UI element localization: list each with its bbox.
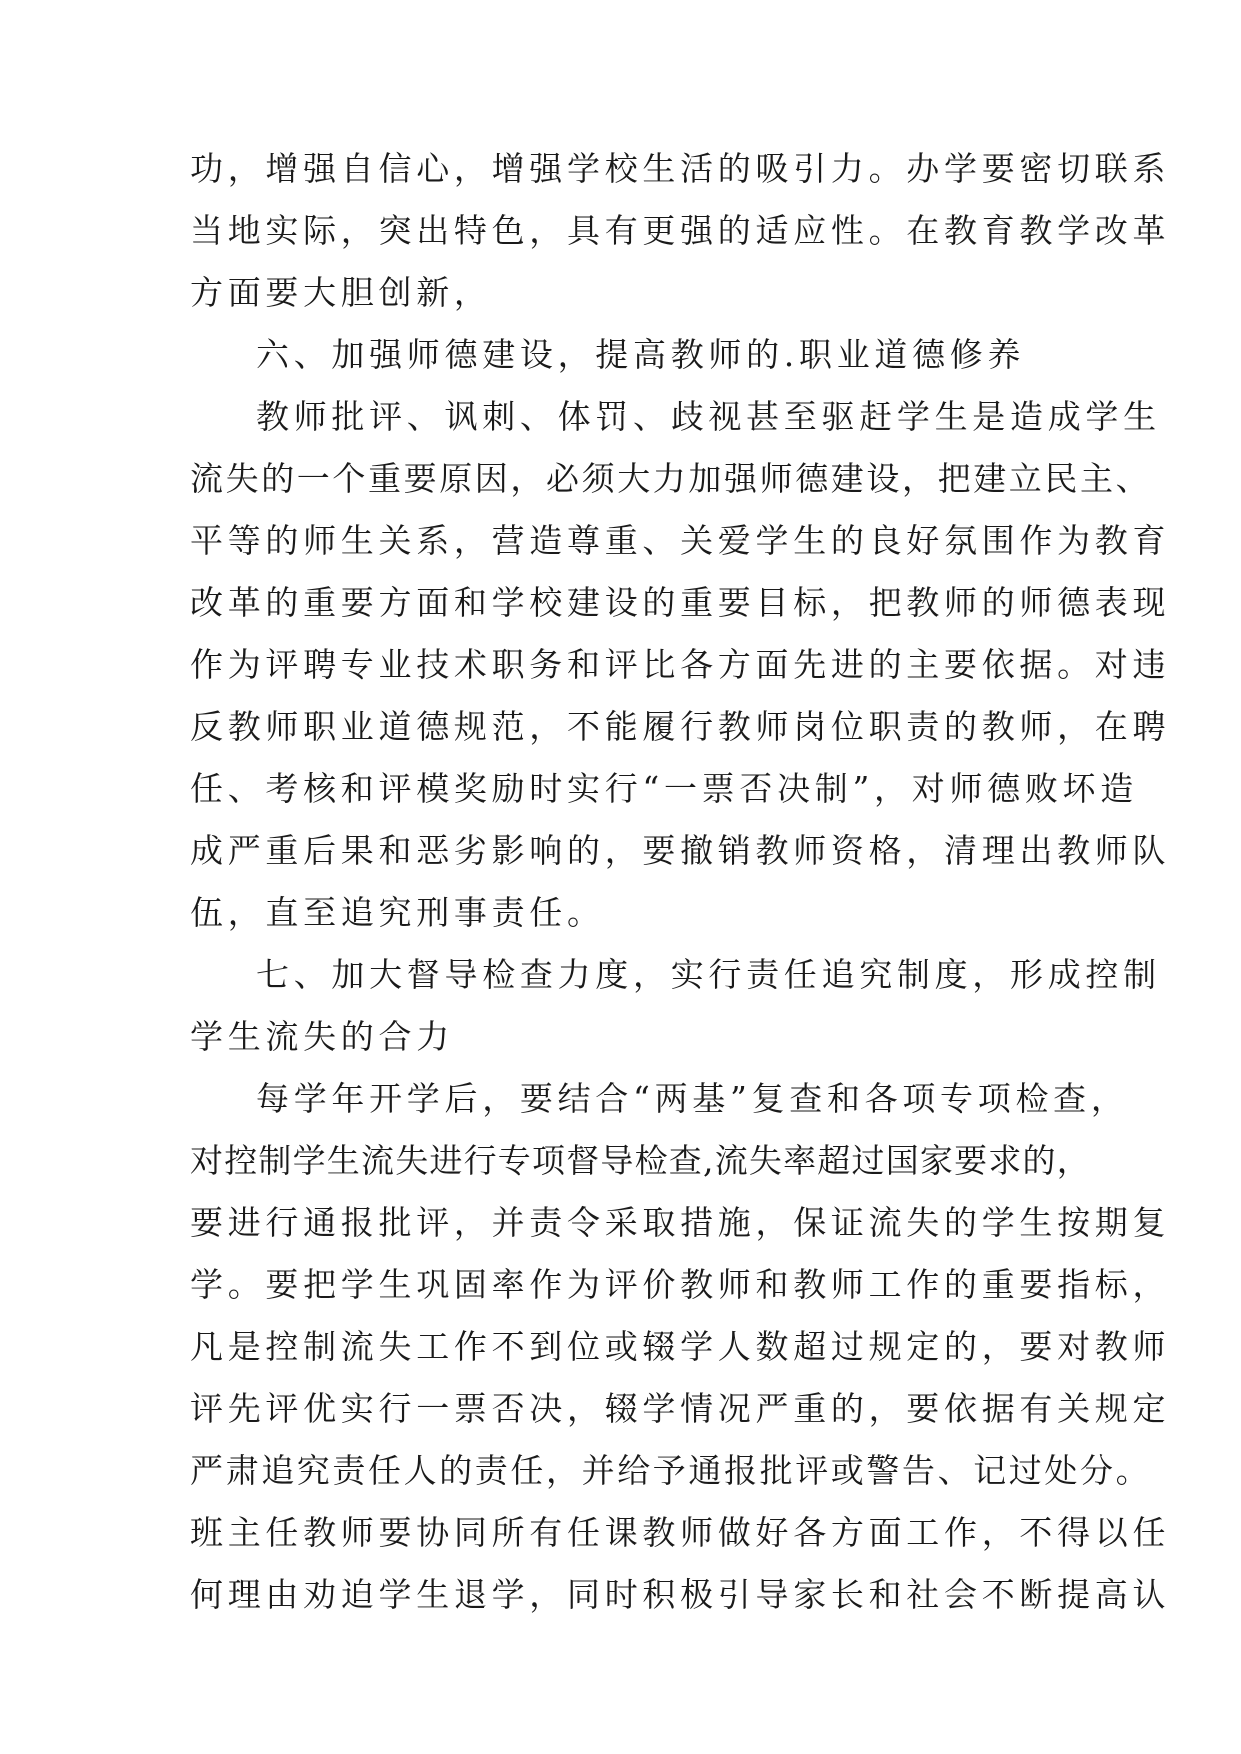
text-line: 班主任教师要协同所有任课教师做好各方面工作，不得以任: [190, 1513, 1171, 1552]
text-line: 改革的重要方面和学校建设的重要目标，把教师的师德表现: [190, 583, 1171, 622]
text-line: 成严重后果和恶劣影响的，要撤销教师资格，清理出教师队: [190, 831, 1171, 870]
section-heading-continued: 学生流失的合力: [190, 1017, 454, 1056]
text-line: 流失的一个重要原因，必须大力加强师德建设，把建立民主、: [190, 459, 1152, 498]
text-line: 严肃追究责任人的责任，并给予通报批评或警告、记过处分。: [190, 1451, 1152, 1490]
section-heading: 七、加大督导检查力度，实行责任追究制度，形成控制: [256, 955, 1161, 994]
text-line: 何理由劝迫学生退学，同时积极引导家长和社会不断提高认: [190, 1575, 1171, 1614]
section-heading: 六、加强师德建设，提高教师的.职业道德修养: [256, 335, 1026, 374]
text-line: 平等的师生关系，营造尊重、关爱学生的良好氛围作为教育: [190, 521, 1171, 560]
text-line: 任、考核和评模奖励时实行“一票否决制”，对师德败坏造: [190, 769, 1138, 808]
text-line: 对控制学生流失进行专项督导检查,流失率超过国家要求的，: [190, 1141, 1091, 1180]
text-line: 评先评优实行一票否决，辍学情况严重的，要依据有关规定: [190, 1389, 1171, 1428]
text-line: 功，增强自信心，增强学校生活的吸引力。办学要密切联系: [190, 149, 1171, 188]
text-line: 当地实际，突出特色，具有更强的适应性。在教育教学改革: [190, 211, 1171, 250]
text-line: 作为评聘专业技术职务和评比各方面先进的主要依据。对违: [190, 645, 1171, 684]
text-line: 学。要把学生巩固率作为评价教师和教师工作的重要指标，: [190, 1265, 1171, 1304]
text-line: 每学年开学后，要结合“两基”复查和各项专项检查，: [256, 1079, 1129, 1118]
text-line: 凡是控制流失工作不到位或辍学人数超过规定的，要对教师: [190, 1327, 1171, 1366]
text-line: 教师批评、讽刺、体罚、歧视甚至驱赶学生是造成学生: [256, 397, 1161, 436]
text-line: 方面要大胆创新，: [190, 273, 492, 312]
text-line: 反教师职业道德规范，不能履行教师岗位职责的教师，在聘: [190, 707, 1171, 746]
text-line: 要进行通报批评，并责令采取措施，保证流失的学生按期复: [190, 1203, 1171, 1242]
text-line: 伍，直至追究刑事责任。: [190, 893, 605, 932]
